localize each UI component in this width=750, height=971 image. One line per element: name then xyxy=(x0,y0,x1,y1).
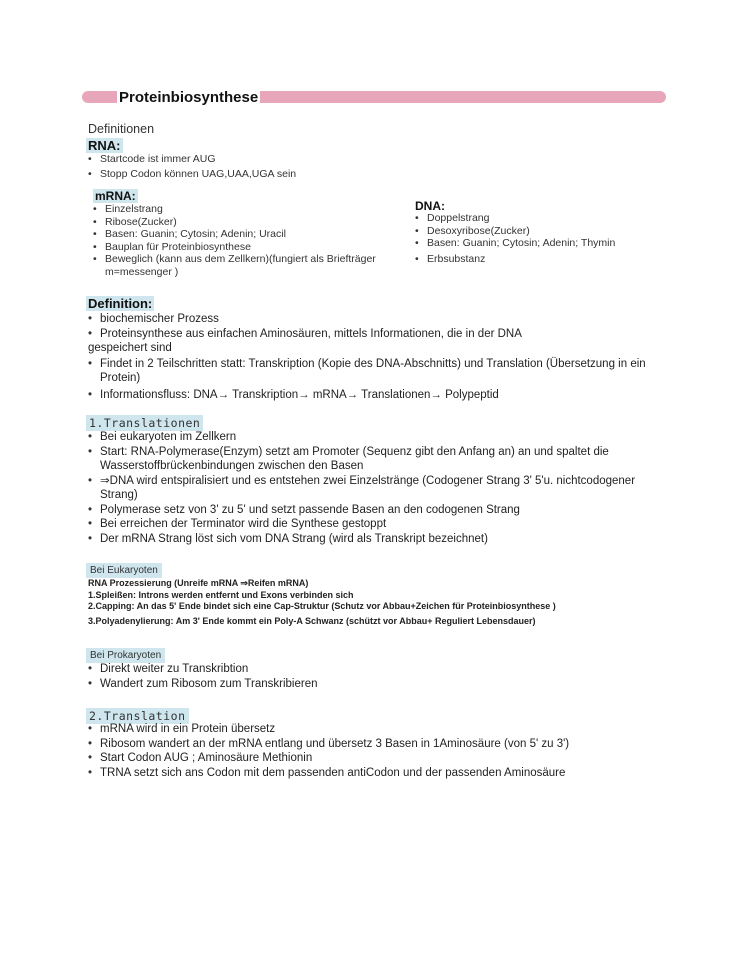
page-title: Proteinbiosynthese xyxy=(119,89,259,106)
definition-list-b xyxy=(88,357,658,403)
list-item: • Bei eukaryoten im Zellkern xyxy=(88,430,658,445)
list-item: • Findet in 2 Teilschritten statt: Transkription (Kopie des DNA-Abschnitts) und Translation (Übersetzung in ein Protein) xyxy=(88,357,658,386)
section1-list xyxy=(88,430,658,546)
eukaryoten-line: 2.Capping: An das 5' Ende bindet sich eine Cap-Struktur (Schutz vor Abbau+Zeichen für Proteinbiosynthese ) xyxy=(88,601,556,611)
list-item: • Wandert zum Ribosom zum Transkribieren xyxy=(88,677,658,692)
definition-continuation: gespeichert sind xyxy=(88,342,172,354)
list-item: • Stopp Codon können UAG,UAA,UGA sein xyxy=(88,168,388,181)
list-item: • mRNA wird in ein Protein übersetz xyxy=(88,722,658,737)
list-item: • Basen: Guanin; Cytosin; Adenin; Uracil xyxy=(93,228,413,241)
list-item: • Desoxyribose(Zucker) xyxy=(415,225,675,238)
list-item: • Ribosom wandert an der mRNA entlang und übersetz 3 Basen in 1Aminosäure (von 5' zu 3') xyxy=(88,737,658,752)
mrna-heading: mRNA: xyxy=(95,189,136,203)
section1-heading: 1.Translationen xyxy=(86,415,203,431)
eukaryoten-body xyxy=(88,578,688,627)
list-item: • Einzelstrang xyxy=(93,203,413,216)
definitions-label: Definitionen xyxy=(88,122,155,136)
dna-list xyxy=(415,212,675,265)
list-item: • Informationsfluss: DNA→ Transkription→ mRNA→ Translationen→ Polypeptid xyxy=(88,388,658,403)
eukaryoten-line: 3.Polyadenylierung: Am 3' Ende kommt ein Poly-A Schwanz (schützt vor Abbau+ Reguliert Lebensdauer) xyxy=(88,615,536,626)
definition-section xyxy=(86,295,154,313)
definition-heading: Definition: xyxy=(88,296,153,311)
list-item: • TRNA setzt sich ans Codon mit dem passenden antiCodon und der passenden Aminosäure xyxy=(88,766,658,781)
list-item: • Erbsubstanz xyxy=(415,253,675,266)
list-item: • Startcode ist immer AUG xyxy=(88,153,388,166)
eukaryoten-line: 1.Spleißen: Introns werden entfernt und Exons verbinden sich xyxy=(88,589,354,600)
eukaryoten-section xyxy=(86,560,162,578)
prokaryoten-list xyxy=(88,662,658,691)
section2-heading: 2.Translation xyxy=(86,708,189,724)
eukaryoten-line: RNA Prozessierung (Unreife mRNA ⇒Reifen mRNA) xyxy=(88,578,309,588)
mrna-list xyxy=(93,203,413,278)
list-item: • Polymerase setz von 3' zu 5' und setzt passende Basen an den codogenen Strang xyxy=(88,503,658,518)
list-item: • Proteinsynthese aus einfachen Aminosäuren, mittels Informationen, die in der DNA xyxy=(88,327,658,342)
list-item: • Bauplan für Proteinbiosynthese xyxy=(93,241,413,254)
dna-heading: DNA: xyxy=(415,199,445,213)
eukaryoten-heading: Bei Eukaryoten xyxy=(86,563,162,578)
list-item: • Start: RNA-Polymerase(Enzym) setzt am Promoter (Sequenz gibt den Anfang an) an und spaltet die Wasserstoffbrückenbindungen zwischen den Basen xyxy=(88,445,658,474)
prokaryoten-section xyxy=(86,645,165,663)
list-item: • Beweglich (kann aus dem Zellkern)(fungiert als Briefträger m=messenger ) xyxy=(93,253,403,278)
list-item: • Direkt weiter zu Transkribtion xyxy=(88,662,658,677)
rna-list xyxy=(88,153,388,180)
section2-list xyxy=(88,722,658,780)
list-item: • Ribose(Zucker) xyxy=(93,216,413,229)
list-item: • Start Codon AUG ; Aminosäure Methionin xyxy=(88,751,658,766)
definition-body xyxy=(88,312,658,402)
list-item: • Bei erreichen der Terminator wird die Synthese gestoppt xyxy=(88,517,658,532)
list-item: • ⇒DNA wird entspiralisiert und es entstehen zwei Einzelstränge (Codogener Strang 3' 5'u. nichtcodogener Strang) xyxy=(88,474,658,503)
list-item: • Doppelstrang xyxy=(415,212,675,225)
list-item: • Der mRNA Strang löst sich vom DNA Strang (wird als Transkript bezeichnet) xyxy=(88,532,658,547)
list-item: • Basen: Guanin; Cytosin; Adenin; Thymin xyxy=(415,237,675,250)
definition-list-a xyxy=(88,312,658,341)
rna-heading: RNA: xyxy=(88,138,121,153)
prokaryoten-heading: Bei Prokaryoten xyxy=(86,648,165,663)
list-item: • biochemischer Prozess xyxy=(88,312,658,327)
